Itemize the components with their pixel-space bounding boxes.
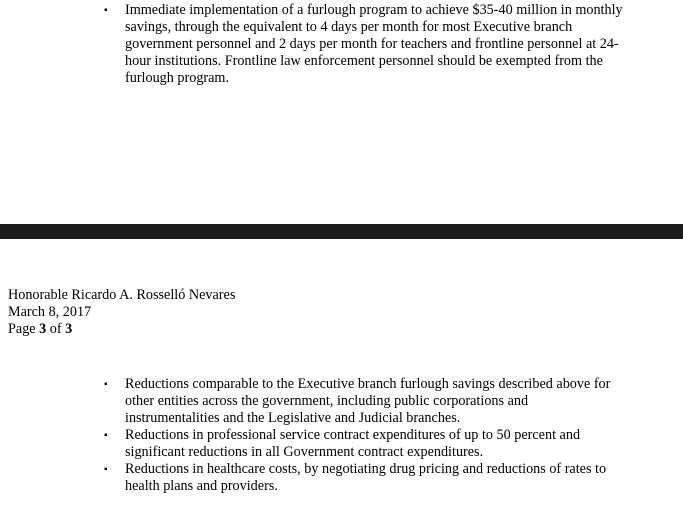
page-separator <box>0 224 683 239</box>
document-page-3 <box>0 239 683 510</box>
bullet-item-furlough <box>104 2 625 87</box>
bullet-text: Reductions in healthcare costs, by negotiating drug pricing and reductions of rates to health plans and providers. <box>125 461 607 494</box>
square-bullet-icon: ▪ <box>104 430 108 441</box>
page-total: 3 <box>65 321 73 337</box>
document-page-2-bottom <box>0 0 683 224</box>
bullet-item-contract-reductions <box>104 427 615 461</box>
letter-header <box>8 287 235 338</box>
square-bullet-icon: ▪ <box>104 379 108 390</box>
bullet-item-comparable-reductions <box>104 376 615 427</box>
page-number-line <box>8 321 235 338</box>
page-label: Page <box>8 321 40 337</box>
bullet-item-healthcare-reductions <box>104 461 615 495</box>
bullet-list <box>104 376 615 495</box>
recipient-line: Honorable Ricardo A. Rosselló Nevares <box>8 287 236 303</box>
page-current: 3 <box>39 321 47 337</box>
square-bullet-icon: ▪ <box>104 5 108 16</box>
bullet-text: Immediate implementation of a furlough program to achieve $35-40 million in monthly savings, through the equivalent to 4 days per month for most Executive branch government personnel and 2 days per month for teachers and frontline personnel at 24-hour institutions. Frontline law enforcement personnel should be exempted from the furlough program. <box>125 2 623 86</box>
square-bullet-icon: ▪ <box>104 464 108 475</box>
bullet-list <box>104 2 625 87</box>
page-of-label: of <box>46 321 66 337</box>
bullet-text: Reductions comparable to the Executive branch furlough savings described above for other entities across the government, including public corporations and instrumentalities and the Legislative and Judicial branches. <box>125 376 611 426</box>
date-line: March 8, 2017 <box>8 304 92 320</box>
bullet-text: Reductions in professional service contract expenditures of up to 50 percent and significant reductions in all Government contract expenditures. <box>125 427 581 460</box>
